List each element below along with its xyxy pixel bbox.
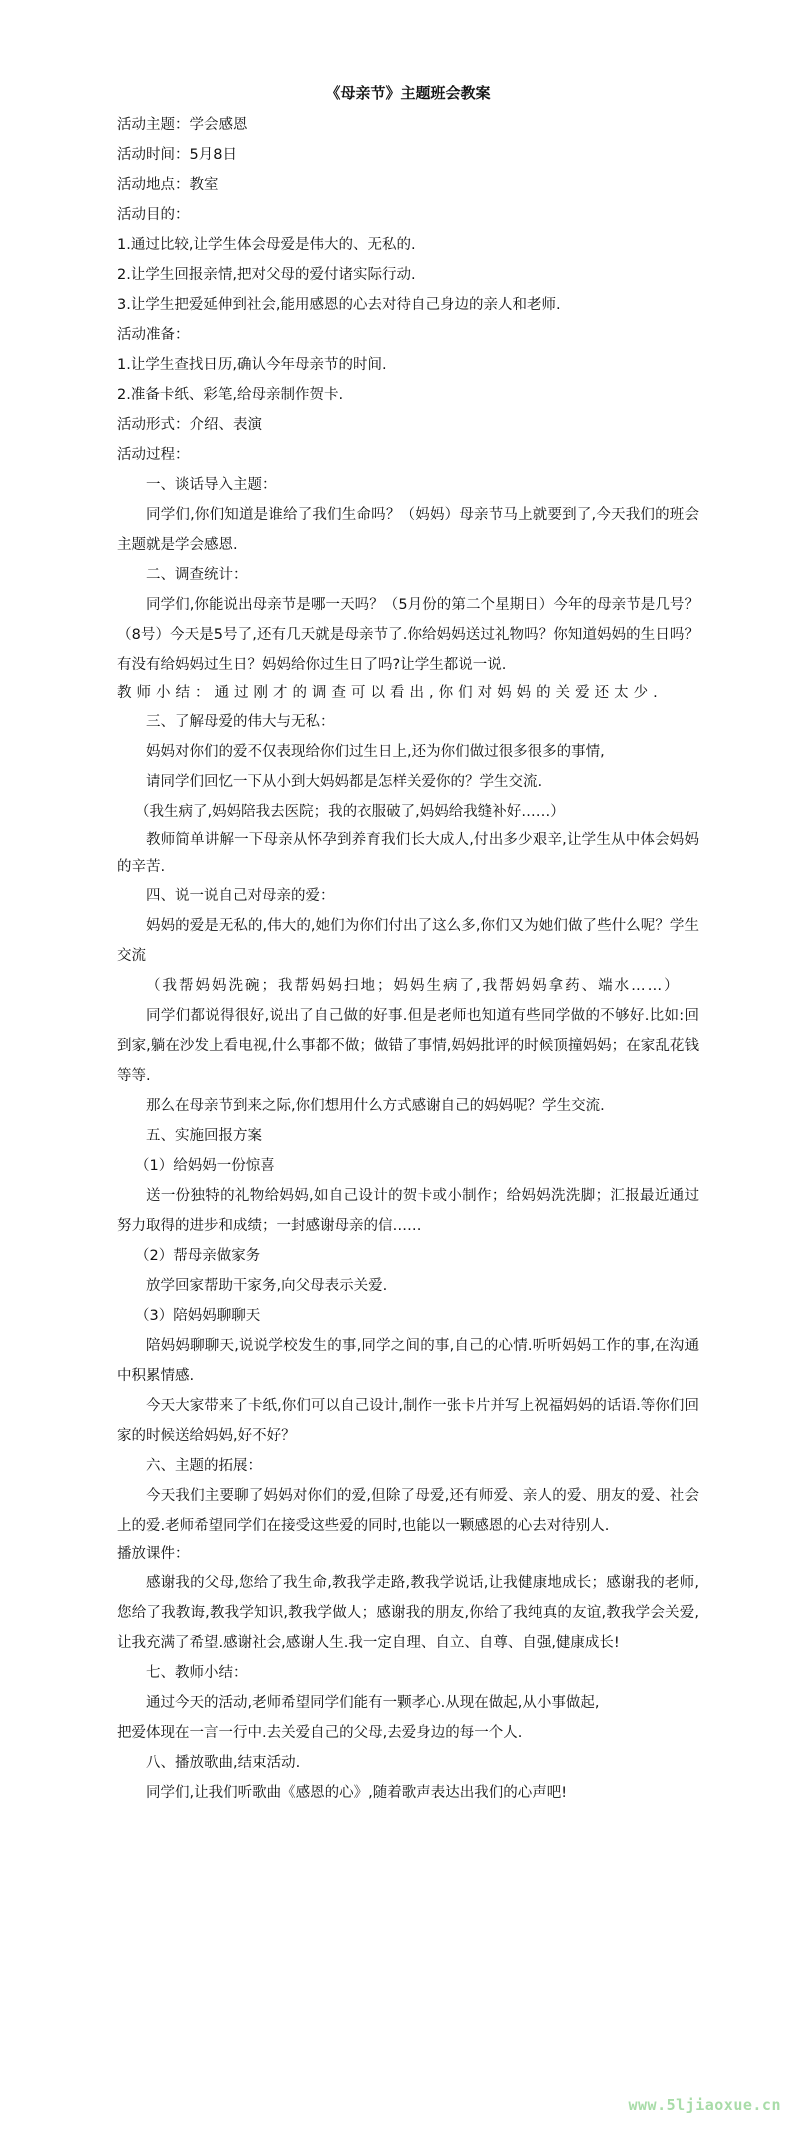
- section-heading: 四、说一说自己对母亲的爱：: [146, 888, 335, 904]
- section-heading: 六、主题的拓展：: [146, 1458, 262, 1474]
- section-heading: 二、调查统计：: [146, 567, 248, 583]
- document-title: 《母亲节》主题班会教案: [325, 84, 491, 102]
- paragraph: 把爱体现在一言一行中.去关爱自己的父母,去爱身边的每一个人.: [117, 1725, 523, 1741]
- activity-place: 活动地点：教室: [117, 177, 219, 193]
- goal-item: 2.让学生回报亲情,把对父母的爱付诸实际行动.: [117, 267, 416, 283]
- prep-label: 活动准备：: [117, 327, 190, 343]
- paragraph: 感谢我的父母,您给了我生命,教我学走路,教我学说话,让我健康地成长；感谢我的老师,您给了我教诲,教我学知识,教我学做人；感谢我的朋友,你给了我纯真的友谊,教我学会关爱,让我充满了希望.感谢社会,感谢人生.我一定自理、自立、自尊、自强,健康成长!: [117, 1575, 699, 1651]
- paragraph: 妈妈对你们的爱不仅表现给你们过生日上,还为你们做过很多很多的事情,: [146, 744, 605, 760]
- subsection-heading: （2）帮母亲做家务: [135, 1248, 261, 1264]
- goal-item: 1.通过比较,让学生体会母爱是伟大的、无私的.: [117, 237, 416, 253]
- goals-label: 活动目的：: [117, 207, 190, 223]
- paragraph: 同学们,让我们听歌曲《感恩的心》,随着歌声表达出我们的心声吧!: [146, 1785, 568, 1801]
- paragraph: （我生病了,妈妈陪我去医院；我的衣服破了,妈妈给我缝补好……）: [135, 804, 565, 820]
- paragraph: 同学们,你们知道是谁给了我们生命吗？（妈妈）母亲节马上就要到了,今天我们的班会主题就是学会感恩.: [117, 507, 699, 553]
- activity-form: 活动形式：介绍、表演: [117, 417, 262, 433]
- section-heading: 五、实施回报方案: [146, 1128, 262, 1144]
- paragraph: 今天我们主要聊了妈妈对你们的爱,但除了母爱,还有师爱、亲人的爱、朋友的爱、社会上的爱.老师希望同学们在接受这些爱的同时,也能以一颗感恩的心去对待别人.: [117, 1488, 699, 1534]
- paragraph: 那么在母亲节到来之际,你们想用什么方式感谢自己的妈妈呢？学生交流.: [146, 1098, 605, 1114]
- paragraph: 同学们都说得很好,说出了自己做的好事.但是老师也知道有些同学做的不够好.比如:回到家,躺在沙发上看电视,什么事都不做；做错了事情,妈妈批评的时候顶撞妈妈；在家乱花钱等等.: [117, 1008, 699, 1084]
- courseware-label: 播放课件：: [117, 1546, 190, 1562]
- paragraph: 教师简单讲解一下母亲从怀孕到养育我们长大成人,付出多少艰辛,让学生从中体会妈妈的辛苦.: [117, 832, 699, 875]
- section-heading: 八、播放歌曲,结束活动.: [146, 1755, 301, 1771]
- watermark: www.5ljiaoxue.cn: [628, 2096, 781, 2114]
- paragraph: （我帮妈妈洗碗；我帮妈妈扫地；妈妈生病了,我帮妈妈拿药、端水……）: [146, 978, 681, 994]
- paragraph: 放学回家帮助干家务,向父母表示关爱.: [146, 1278, 388, 1294]
- activity-time: 活动时间：5月8日: [117, 147, 237, 163]
- paragraph: 同学们,你能说出母亲节是哪一天吗？（5月份的第二个星期日）今年的母亲节是几号？（8号）今天是5号了,还有几天就是母亲节了.你给妈妈送过礼物吗？你知道妈妈的生日吗？有没有给妈妈过生日？妈妈给你过生日了吗?让学生都说一说.: [117, 597, 699, 673]
- paragraph: 请同学们回忆一下从小到大妈妈都是怎样关爱你的？学生交流.: [146, 774, 543, 790]
- goal-item: 3.让学生把爱延伸到社会,能用感恩的心去对待自己身边的亲人和老师.: [117, 297, 561, 313]
- paragraph: 今天大家带来了卡纸,你们可以自己设计,制作一张卡片并写上祝福妈妈的话语.等你们回家的时候送给妈妈,好不好？: [117, 1398, 699, 1444]
- section-heading: 七、教师小结：: [146, 1665, 248, 1681]
- teacher-summary: 教师小结：通过刚才的调查可以看出,你们对妈妈的关爱还太少.: [117, 685, 663, 701]
- lesson-plan-document: [117, 78, 699, 1808]
- section-heading: 一、谈话导入主题：: [146, 477, 277, 493]
- activity-theme: 活动主题：学会感恩: [117, 117, 248, 133]
- subsection-heading: （3）陪妈妈聊聊天: [135, 1308, 261, 1324]
- paragraph: 送一份独特的礼物给妈妈,如自己设计的贺卡或小制作；给妈妈洗洗脚；汇报最近通过努力取得的进步和成绩；一封感谢母亲的信……: [117, 1188, 699, 1234]
- paragraph: 妈妈的爱是无私的,伟大的,她们为你们付出了这么多,你们又为她们做了些什么呢？学生交流: [117, 918, 699, 964]
- subsection-heading: （1）给妈妈一份惊喜: [135, 1158, 275, 1174]
- process-label: 活动过程：: [117, 447, 190, 463]
- paragraph: 通过今天的活动,老师希望同学们能有一颗孝心.从现在做起,从小事做起,: [146, 1695, 600, 1711]
- paragraph: 陪妈妈聊聊天,说说学校发生的事,同学之间的事,自己的心情.听听妈妈工作的事,在沟通中积累情感.: [117, 1338, 699, 1384]
- section-heading: 三、了解母爱的伟大与无私：: [146, 714, 335, 730]
- prep-item: 2.准备卡纸、彩笔,给母亲制作贺卡.: [117, 387, 344, 403]
- prep-item: 1.让学生查找日历,确认今年母亲节的时间.: [117, 357, 387, 373]
